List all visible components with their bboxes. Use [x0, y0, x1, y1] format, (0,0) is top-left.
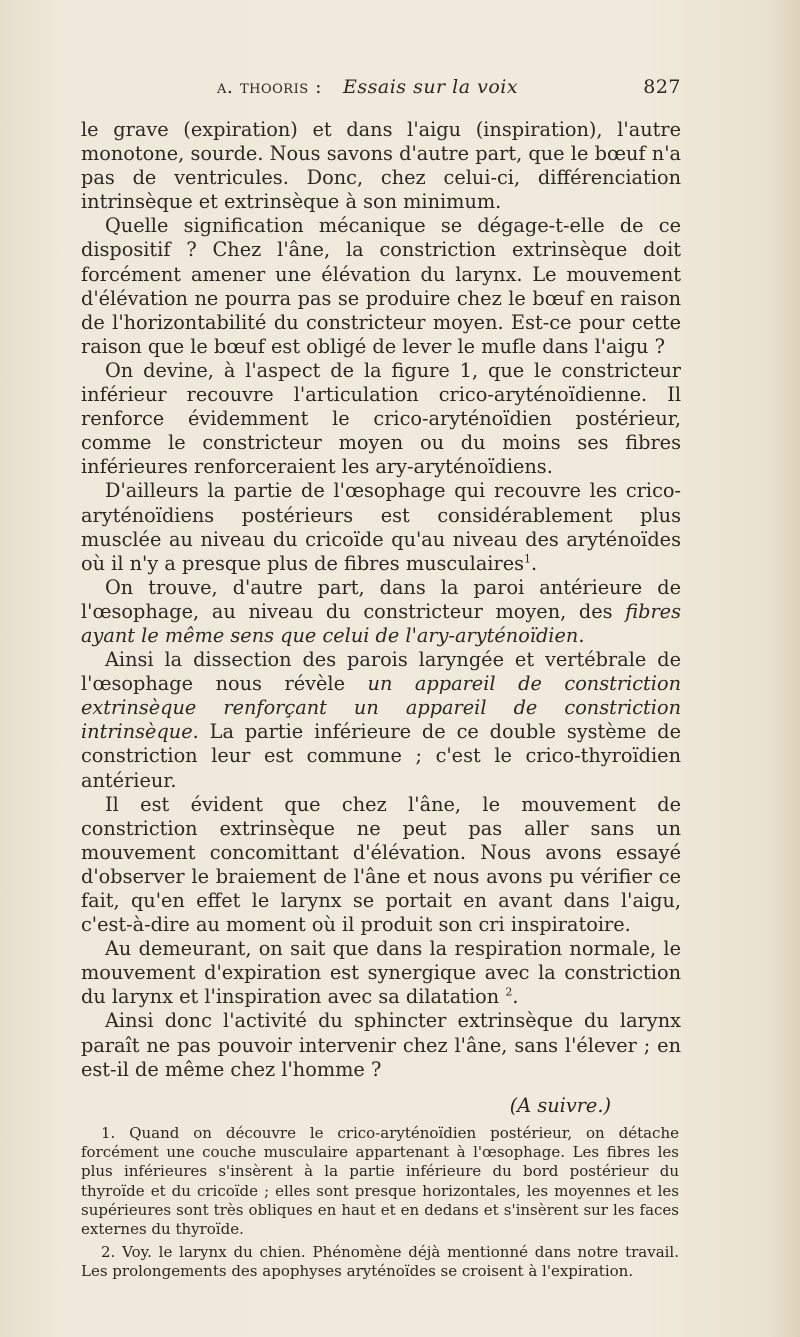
paragraph-4	[81, 479, 681, 575]
paragraph-8	[81, 937, 681, 1009]
paragraph-9: Ainsi donc l'activité du sphincter extrinsèque du larynx paraît ne pas pouvoir intervenir chez l'âne, sans l'élever ; en est-il de même chez l'homme ?	[81, 1009, 681, 1081]
paragraph-6	[81, 648, 681, 793]
paragraph-8-text: Au demeurant, on sait que dans la respiration normale, le mouvement d'expiration est synergique avec la constriction du larynx et l'inspiration avec sa dilatation	[81, 937, 681, 1009]
footnote-ref-2: 2	[505, 985, 513, 999]
paragraph-6-text: Ainsi la dissection des parois laryngée et vertébrale de l'œsophage nous révèle	[81, 648, 681, 696]
paragraph-4-end: .	[531, 551, 538, 575]
footnote-2: 2. Voy. le larynx du chien. Phénomène déjà mentionné dans notre travail. Les prolongements des apophyses aryténoïdes se croisent à l'expiration.	[81, 1243, 679, 1281]
footnotes	[81, 1124, 679, 1286]
header-title: Essais sur la voix	[343, 76, 519, 98]
paragraph-5	[81, 576, 681, 648]
paragraph-2: Quelle signification mécanique se dégage-t-elle de ce dispositif ? Chez l'âne, la constriction extrinsèque doit forcément amener une élévation du larynx. Le mouvement d'élévation ne pourra pas se produire chez le bœuf en raison de l'horizontabilité du constricteur moyen. Est-ce pour cette raison que le bœuf est obligé de lever le mufle dans l'aigu ?	[81, 214, 681, 358]
paragraph-8-end: .	[512, 985, 519, 1009]
paragraph-1: le grave (expiration) et dans l'aigu (inspiration), l'autre monotone, sourde. Nous savons d'autre part, que le bœuf n'a pas de ventricules. Donc, chez celui-ci, différenciation intrinsèque et extrinsèque à son minimum.	[81, 118, 681, 214]
to-be-continued: (A suivre.)	[509, 1094, 611, 1117]
footnote-1: 1. Quand on découvre le crico-aryténoïdien postérieur, on détache forcément une couche musculaire appartenant à l'œsophage. Les fibres les plus inférieures s'insèrent à la partie inférieure du bord postérieur du thyroïde et du cricoïde ; elles sont presque horizontales, les moyennes et les supérieures sont très obliques en haut et en dedans et s'insèrent sur les faces externes du thyroïde.	[81, 1124, 679, 1239]
paragraph-5-end: .	[578, 623, 585, 647]
body-text	[81, 118, 681, 1082]
page-number: 827	[643, 76, 681, 98]
paragraph-7: Il est évident que chez l'âne, le mouvement de constriction extrinsèque ne peut pas aller sans un mouvement concomittant d'élévation. Nous avons essayé d'observer le braiement de l'âne et nous avons pu vérifier ce fait, qu'en effet le larynx se portait en avant dans l'aigu, c'est-à-dire au moment où il produit son cri inspiratoire.	[81, 792, 681, 937]
footnote-ref-1: 1	[524, 552, 531, 566]
paragraph-4-text: D'ailleurs la partie de l'œsophage qui recouvre les crico-aryténoïdiens postérieurs est considérablement plus musclée au niveau du cricoïde qu'au niveau des aryténoïdes où il n'y a presque plus de fibres musculaires	[81, 479, 681, 575]
paragraph-5-italic: fibres ayant le même sens que celui de l'ary-aryténoïdien	[81, 599, 681, 647]
paragraph-6-italic: un appareil de constriction extrinsèque renforçant un appareil de constriction intrinsèque	[81, 672, 681, 744]
running-header	[81, 76, 681, 100]
header-author: a. thooris :	[217, 76, 323, 98]
paragraph-6-end: . La partie inférieure de ce double système de constriction leur est commune ; c'est le crico-thyroïdien antérieur.	[81, 720, 681, 792]
paragraph-5-text: On trouve, d'autre part, dans la paroi antérieure de l'œsophage, au niveau du constricteur moyen, des	[81, 575, 681, 623]
paragraph-3: On devine, à l'aspect de la figure 1, que le constricteur inférieur recouvre l'articulation crico-aryténoïdienne. Il renforce évidemment le crico-aryténoïdien postérieur, comme le constricteur moyen ou du moins ses fibres inférieures renforceraient les ary-aryténoïdiens.	[81, 358, 681, 479]
